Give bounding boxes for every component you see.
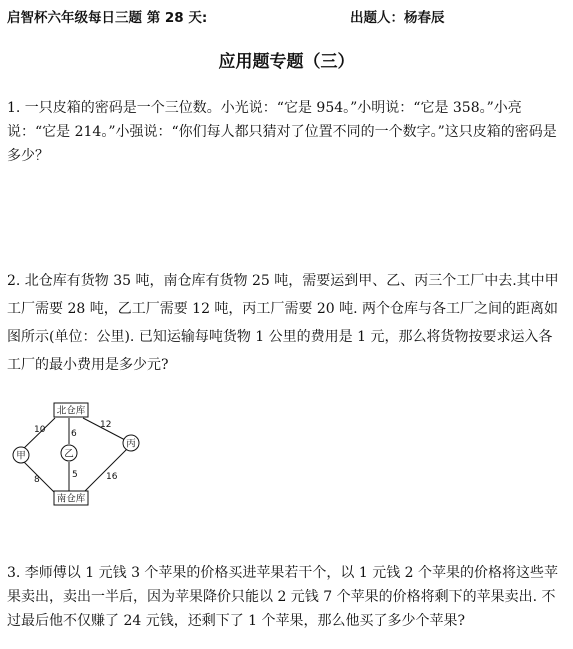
edge-north-bing-label: 12 [100,420,112,430]
question-1: 1. 一只皮箱的密码是一个三位数。小光说：“它是 954。”小明说：“它是 358。”小亮说：“它是 214。”小强说：“你们每人都只猜对了位置不同的一个数字。”这只皮箱的密码是多少？ [7,100,557,164]
factory-yi-label: 乙 [64,448,74,460]
question-2: 2. 北仓库有货物 35 吨，南仓库有货物 25 吨，需要运到甲、乙、丙三个工厂中去.其中甲工厂需要 28 吨，乙工厂需要 12 吨，丙工厂需要 20 吨. 两个仓库与各工厂之间的距离如图所示(单位：公里). 已知运输每吨货物 1 公里的费用是 1 元，那么将货物按要求运入各工厂的最小费用是多少元? [7,273,559,373]
edge-south-jia-label: 8 [34,475,40,485]
header-author: 出题人：杨春辰 [350,10,445,26]
page-header [7,6,573,26]
factory-jia-label: 甲 [16,450,26,462]
question-3: 3. 李师傅以 1 元钱 3 个苹果的价格买进苹果若干个，以 1 元钱 2 个苹果的价格将这些苹果卖出，卖出一半后，因为苹果降价只能以 2 元钱 7 个苹果的价格将剩下的苹果卖出. 不过最后他不仅赚了 24 元钱，还剩下了 1 个苹果，那么他买了多少个苹果? [7,565,559,629]
south-warehouse-label: 南仓库 [56,493,86,505]
edge-south-yi-label: 5 [72,470,78,480]
edge-north-jia-label: 10 [34,425,46,435]
edge-south-bing-label: 16 [106,472,118,482]
page-title: 应用题专题（三） [218,52,355,72]
edge-south-bing [83,449,127,493]
warehouse-distance-diagram [7,398,157,510]
north-warehouse-label: 北仓库 [56,405,86,417]
header-left: 启智杯六年级每日三题 第 28 天: [7,10,208,26]
edge-north-yi-label: 6 [71,429,77,439]
factory-bing-label: 丙 [126,438,136,450]
